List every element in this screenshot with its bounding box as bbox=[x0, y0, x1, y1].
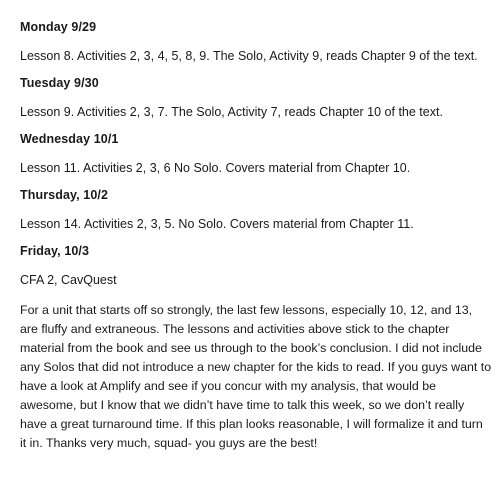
day-heading: Thursday, 10/2 bbox=[20, 188, 109, 202]
day-heading: Tuesday 9/30 bbox=[20, 76, 99, 90]
day-heading: Monday 9/29 bbox=[20, 20, 97, 34]
day-friday bbox=[20, 244, 492, 288]
day-description: Lesson 8. Activities 2, 3, 4, 5, 8, 9. The Solo, Activity 9, reads Chapter 9 of the text. bbox=[20, 49, 478, 63]
day-monday bbox=[20, 20, 492, 64]
day-thursday bbox=[20, 188, 492, 232]
day-description: CFA 2, CavQuest bbox=[20, 273, 117, 287]
day-wednesday bbox=[20, 132, 492, 176]
day-tuesday bbox=[20, 76, 492, 120]
document-page bbox=[20, 20, 492, 300]
day-description: Lesson 14. Activities 2, 3, 5. No Solo. Covers material from Chapter 11. bbox=[20, 217, 414, 231]
day-heading: Wednesday 10/1 bbox=[20, 132, 119, 146]
summary-paragraph: For a unit that starts off so strongly, the last few lessons, especially 10, 12, and 13, are fluffy and extraneous. The lessons and activities above stick to the chapter material from the book and see us through to the book’s conclusion. I did not include any Solos that did not introduce a new chapter for the kids to read. If you guys want to have a look at Amplify and see if you concur with my analysis, that would be awesome, but I know that we didn’t have time to talk this week, so we don’t really have a great turnaround time. If this plan looks reasonable, I will formalize it and turn it in. Thanks very much, squad- you guys are the best! bbox=[20, 303, 492, 450]
day-heading: Friday, 10/3 bbox=[20, 244, 90, 258]
day-description: Lesson 9. Activities 2, 3, 7. The Solo, Activity 7, reads Chapter 10 of the text. bbox=[20, 105, 443, 119]
day-description: Lesson 11. Activities 2, 3, 6 No Solo. Covers material from Chapter 10. bbox=[20, 161, 411, 175]
